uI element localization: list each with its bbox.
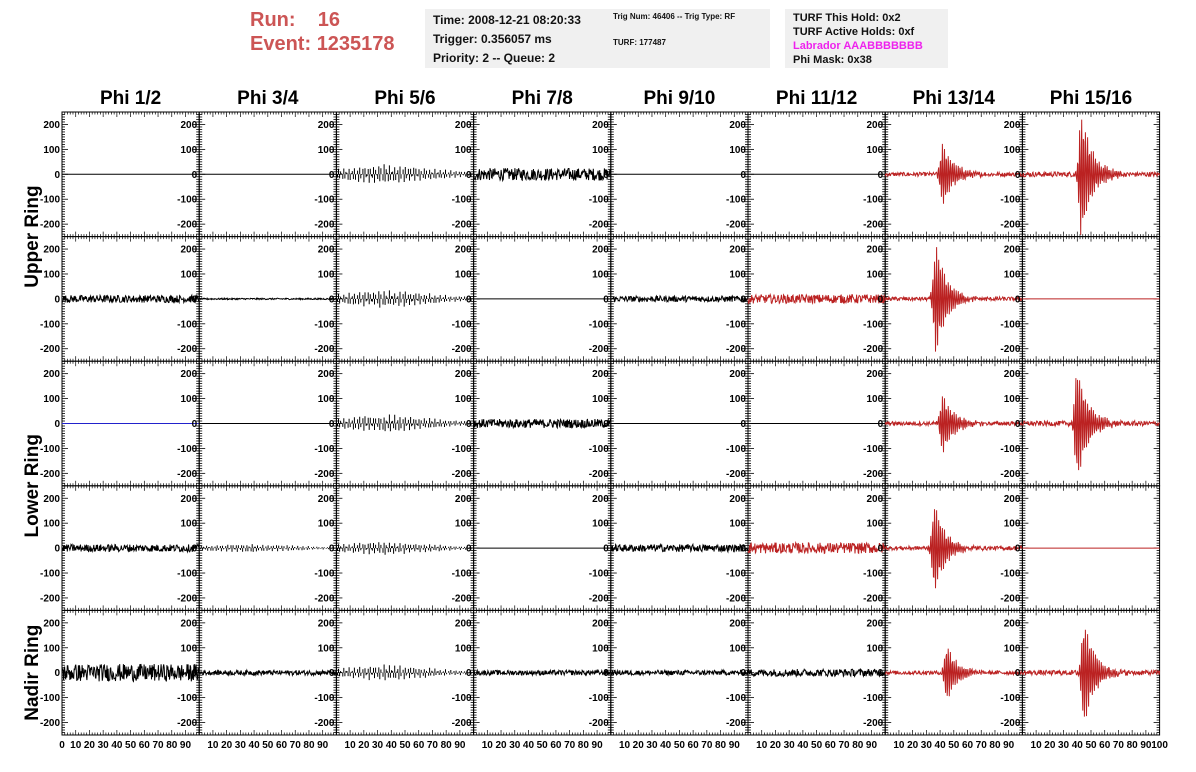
y-tick-label: 100 [592, 269, 609, 281]
y-tick-label: 200 [180, 119, 198, 131]
y-tick-label: 0 [466, 294, 472, 306]
y-tick-label: 200 [317, 119, 335, 131]
y-tick-label: 200 [729, 369, 746, 381]
y-tick-label: -100 [451, 443, 472, 455]
y-tick-label: -200 [177, 219, 198, 231]
y-tick-label: 100 [454, 269, 472, 281]
y-tick-label: -100 [1000, 319, 1021, 331]
y-tick-label: 0 [191, 169, 198, 181]
labrador-text: Labrador AAABBBBBBB [793, 40, 923, 52]
y-tick-label: 100 [317, 144, 335, 156]
column-header-phi: Phi 3/4 [237, 88, 299, 109]
y-tick-label: -200 [1000, 219, 1021, 231]
y-tick-label: -200 [588, 344, 609, 356]
y-tick-label: 100 [729, 394, 746, 406]
y-tick-label: -200 [725, 344, 746, 356]
y-tick-label: -100 [588, 319, 609, 331]
y-tick-label: 0 [328, 419, 335, 430]
y-tick-label: 100 [592, 144, 609, 156]
y-tick-label: 0 [466, 169, 472, 181]
waveform-trace [336, 290, 473, 307]
y-tick-label: -200 [725, 219, 746, 231]
y-tick-label: 100 [866, 144, 884, 156]
y-tick-label: -100 [451, 319, 472, 331]
y-tick-label: -200 [863, 468, 884, 480]
waveform-trace [474, 419, 611, 428]
y-tick-label: 200 [866, 119, 884, 131]
y-tick-label: 200 [454, 369, 472, 381]
y-tick-label: 200 [317, 244, 335, 256]
y-tick-label: 200 [317, 369, 335, 381]
y-tick-label: 0 [191, 294, 198, 306]
y-tick-label: 0 [191, 419, 198, 430]
y-tick-label: 0 [603, 169, 609, 181]
y-tick-label: -200 [314, 219, 335, 231]
column-header-phi: Phi 7/8 [511, 88, 573, 109]
priority-text: Priority: 2 -- Queue: 2 [433, 51, 556, 65]
column-header-phi: Phi 13/14 [912, 88, 995, 109]
y-tick-label: -100 [177, 194, 198, 206]
y-tick-label: 0 [54, 294, 60, 306]
y-tick-label: 200 [1003, 244, 1021, 256]
y-tick-label: -100 [39, 319, 60, 331]
y-tick-label: -200 [314, 344, 335, 356]
y-tick-label: 200 [180, 244, 198, 256]
y-tick-label: 100 [43, 269, 60, 281]
y-tick-label: -100 [863, 443, 884, 455]
y-tick-label: 100 [729, 144, 746, 156]
y-tick-label: -200 [39, 344, 60, 356]
y-tick-label: 200 [1003, 119, 1021, 131]
event-label: Event: [250, 33, 312, 55]
y-tick-label: -200 [451, 344, 472, 356]
y-tick-label: -100 [725, 319, 746, 331]
y-tick-label: 100 [180, 269, 198, 281]
y-tick-label: -100 [177, 443, 198, 455]
y-tick-label: 0 [740, 169, 746, 181]
y-tick-label: -100 [1000, 194, 1021, 206]
y-tick-label: 0 [1014, 294, 1021, 306]
y-tick-label: 0 [877, 419, 884, 430]
column-header-phi: Phi 11/12 [775, 88, 858, 109]
y-tick-label: -100 [863, 319, 884, 331]
y-tick-label: 0 [466, 419, 472, 430]
y-tick-label: 200 [729, 244, 746, 256]
y-tick-label: 100 [43, 144, 60, 156]
waveform-trace [62, 295, 199, 302]
y-tick-label: 100 [43, 394, 60, 406]
waveform-trace [199, 298, 336, 299]
y-tick-label: -100 [314, 443, 335, 455]
y-tick-label: 200 [454, 244, 472, 256]
row-group-label: Upper Ring [22, 185, 43, 288]
y-tick-label: 200 [43, 244, 60, 256]
y-tick-label: 100 [454, 394, 472, 406]
y-tick-label: -100 [314, 194, 335, 206]
trigger-text: Trigger: 0.356057 ms [433, 32, 552, 46]
y-tick-label: 200 [592, 244, 609, 256]
column-header-phi: Phi 15/16 [1049, 88, 1133, 109]
y-tick-label: 100 [454, 144, 472, 156]
waveform-trace [748, 294, 885, 306]
y-tick-label: 200 [866, 244, 884, 256]
y-tick-label: -100 [588, 194, 609, 206]
y-tick-label: 0 [54, 419, 60, 430]
y-tick-label: -100 [863, 194, 884, 206]
y-tick-label: 200 [866, 369, 884, 381]
y-tick-label: 0 [1014, 169, 1021, 181]
column-header-phi: Phi 5/6 [374, 88, 436, 109]
panel-frame [748, 237, 885, 362]
y-tick-label: 100 [317, 394, 335, 406]
y-tick-label: 100 [592, 394, 609, 406]
y-tick-label: -100 [314, 319, 335, 331]
column-header-phi: Phi 9/10 [643, 88, 716, 109]
y-tick-label: 200 [43, 119, 60, 131]
y-tick-label: 0 [54, 169, 60, 181]
row-group-label: Nadir Ring [22, 624, 43, 721]
waveform-trace [885, 244, 1022, 352]
y-tick-label: -200 [39, 219, 60, 231]
y-tick-label: 100 [180, 144, 198, 156]
y-tick-label: -100 [177, 319, 198, 331]
waveform-trace [611, 296, 748, 302]
time-text: Time: 2008-12-21 08:20:33 [433, 13, 581, 27]
y-tick-label: 0 [603, 294, 609, 306]
turf-hold-text: TURF This Hold: 0x2 [793, 12, 901, 24]
y-tick-label: -200 [863, 219, 884, 231]
y-tick-label: 0 [877, 169, 884, 181]
run-value: 16 [317, 9, 341, 31]
waveform-trace [1022, 120, 1159, 235]
y-tick-label: 100 [180, 394, 198, 406]
event-value: 1235178 [316, 33, 395, 55]
y-tick-label: 0 [328, 294, 335, 306]
y-tick-label: 100 [1003, 144, 1021, 156]
y-tick-label: -200 [451, 468, 472, 480]
y-tick-label: 0 [328, 169, 335, 181]
y-tick-label: -100 [39, 194, 60, 206]
turf-active-text: TURF Active Holds: 0xf [793, 26, 915, 38]
run-label: Run: [250, 9, 296, 31]
y-tick-label: -200 [863, 344, 884, 356]
trig-text: Trig Num: 46406 -- Trig Type: RF [613, 12, 736, 21]
y-tick-label: 100 [866, 394, 884, 406]
y-tick-label: 0 [740, 419, 746, 430]
y-tick-label: -200 [451, 219, 472, 231]
y-tick-label: -200 [177, 344, 198, 356]
y-tick-label: 200 [729, 119, 746, 131]
y-tick-label: -100 [725, 443, 746, 455]
y-tick-label: -100 [725, 194, 746, 206]
y-tick-label: -200 [725, 468, 746, 480]
y-tick-label: -200 [1000, 344, 1021, 356]
y-tick-label: 200 [592, 369, 609, 381]
column-header-phi: Phi 1/2 [99, 88, 162, 109]
y-tick-label: 100 [729, 269, 746, 281]
y-tick-label: -200 [314, 468, 335, 480]
y-tick-label: 100 [1003, 269, 1021, 281]
y-tick-label: -200 [177, 468, 198, 480]
y-tick-label: 0 [740, 294, 746, 306]
y-tick-label: 200 [180, 369, 198, 381]
y-tick-label: -200 [39, 468, 60, 480]
turf-text: TURF: 177487 [613, 38, 666, 47]
y-tick-label: -100 [39, 443, 60, 455]
y-tick-label: 200 [454, 119, 472, 131]
y-tick-label: -200 [588, 468, 609, 480]
waveform-trace [336, 164, 473, 183]
y-tick-label: 100 [866, 269, 884, 281]
y-tick-label: 0 [603, 419, 609, 430]
y-tick-label: 200 [592, 119, 609, 131]
y-tick-label: 200 [43, 369, 60, 381]
y-tick-label: 100 [317, 269, 335, 281]
row-group-label: Lower Ring [22, 434, 43, 538]
y-tick-label: 0 [877, 294, 884, 306]
y-tick-label: -200 [588, 219, 609, 231]
phi-mask-text: Phi Mask: 0x38 [793, 54, 872, 66]
y-tick-label: -100 [588, 443, 609, 455]
waveform-trace [336, 415, 473, 432]
waveform-trace [474, 168, 611, 180]
y-tick-label: -100 [451, 194, 472, 206]
